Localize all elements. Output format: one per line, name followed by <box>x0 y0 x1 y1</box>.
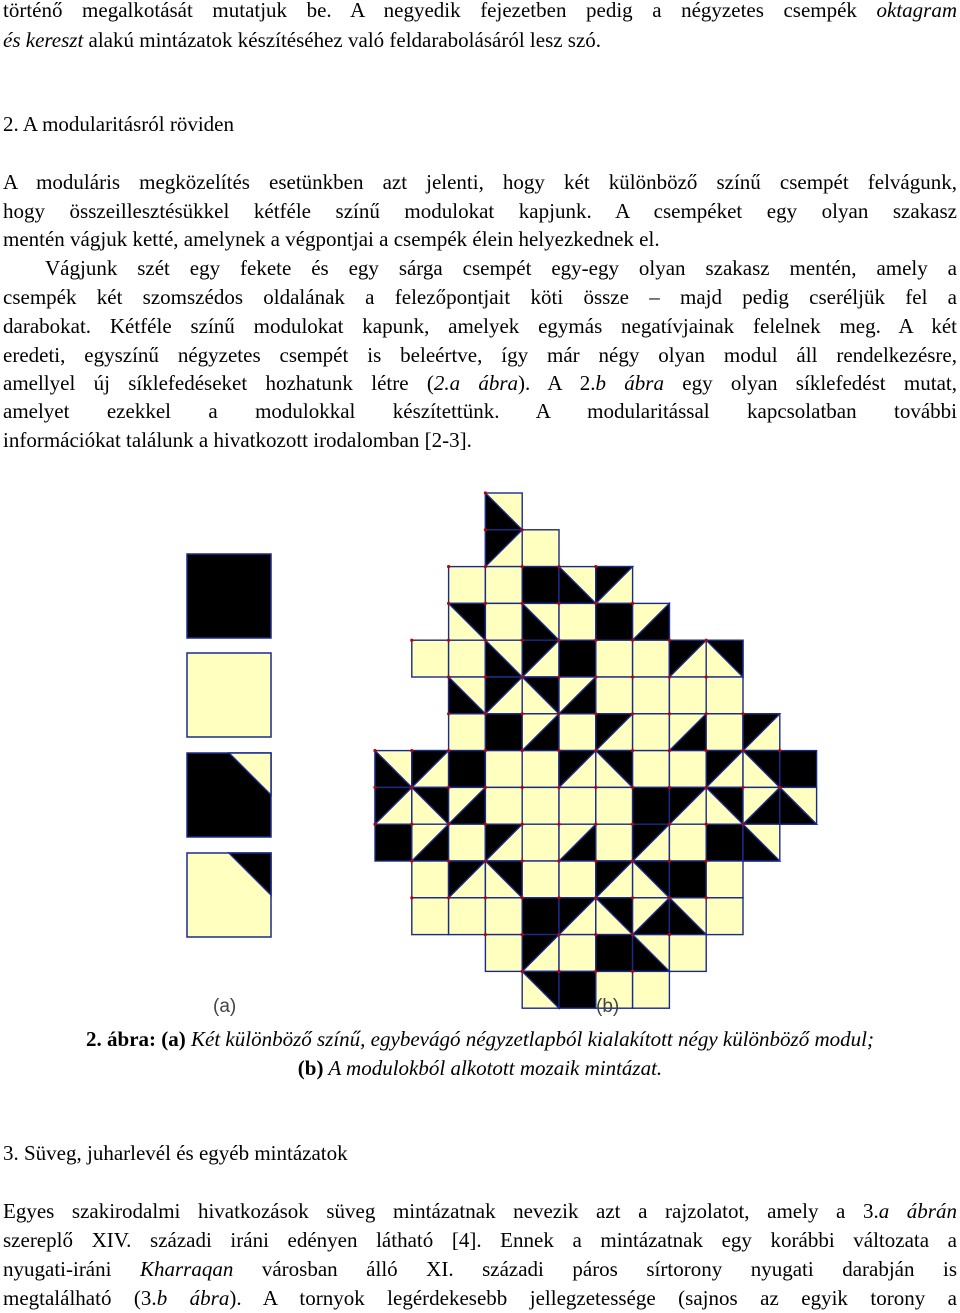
mosaic-vertex <box>521 786 524 789</box>
mosaic-vertex <box>447 565 450 568</box>
mosaic-vertex <box>410 823 413 826</box>
mosaic-vertex <box>447 712 450 715</box>
paragraph-line: információkat találunk a hivatkozott irodalomban [2-3]. <box>3 428 472 452</box>
mosaic-vertex <box>668 712 671 715</box>
mosaic-vertex <box>631 859 634 862</box>
mosaic-vertex <box>557 823 560 826</box>
mosaic-vertex <box>741 749 744 752</box>
mosaic-vertex <box>410 859 413 862</box>
mosaic-vertex <box>484 933 487 936</box>
mosaic-tile <box>669 824 706 861</box>
mosaic-vertex <box>484 859 487 862</box>
mosaic-vertex <box>631 896 634 899</box>
mosaic-tile <box>669 861 706 898</box>
mosaic-tile <box>559 714 596 751</box>
paragraph-line: darabokat. Kétféle színű modulokat kapunk, amelyek egymás negatívjainak felelnek meg. A két <box>3 314 957 338</box>
mosaic-vertex <box>594 712 597 715</box>
italic-term: oktagram <box>876 0 957 22</box>
figure-ref: a ábrán <box>878 1199 957 1223</box>
mosaic-vertex <box>484 491 487 494</box>
mosaic-tile <box>522 751 559 788</box>
mosaic-vertex <box>557 639 560 642</box>
mosaic-vertex <box>668 639 671 642</box>
mosaic-tile <box>449 567 486 604</box>
mosaic-vertex <box>447 896 450 899</box>
paragraph-line: Egyes szakirodalmi hivatkozások süveg mintázatnak nevezik azt a rajzolatot, amely a 3.a ábrán <box>3 1199 957 1223</box>
mosaic-vertex <box>705 823 708 826</box>
mosaic-tile <box>633 787 670 824</box>
mosaic-vertex <box>447 675 450 678</box>
mosaic-tile <box>633 640 670 677</box>
mosaic-tile <box>633 971 670 1008</box>
mosaic-vertex <box>521 896 524 899</box>
paragraph-line: szereplő XIV. századi iráni edényen látható [4]. Ennek a mintázatnak egy korábbi változata a <box>3 1228 957 1252</box>
mosaic-tile <box>522 567 559 604</box>
mosaic-vertex <box>557 970 560 973</box>
mosaic-vertex <box>557 933 560 936</box>
mosaic-tile <box>706 898 743 935</box>
paragraph-line: nyugati-iráni Kharraqan városban álló XI. századi páros sírtorony nyugati darabján is <box>3 1257 957 1281</box>
mosaic-tile <box>449 751 486 788</box>
paragraph-line: megtalálható (3.b ábra). A tornyok legérdekesebb jellegzetessége (sajnos az egyik torony a <box>3 1286 958 1310</box>
mosaic-vertex <box>705 786 708 789</box>
figure-caption: (b) A modulokból alkotott mozaik mintázat. <box>297 1056 663 1080</box>
mosaic-vertex <box>447 602 450 605</box>
mosaic-vertex <box>410 786 413 789</box>
mosaic-tile <box>375 824 412 861</box>
mosaic-tile <box>559 787 596 824</box>
text-line: történő megalkotását mutatjuk be. A negyedik fejezetben pedig a négyzetes csempék oktagram <box>3 0 957 22</box>
mosaic-vertex <box>521 565 524 568</box>
paragraph-line: csempék két szomszédos oldalának a felezőpontjait köti össze – majd pedig cseréljük fel a <box>3 285 957 309</box>
mosaic-tile <box>485 714 522 751</box>
mosaic-tile <box>633 714 670 751</box>
mosaic-vertex <box>484 528 487 531</box>
mosaic-tile <box>559 935 596 972</box>
mosaic-vertex <box>594 970 597 973</box>
mosaic-vertex <box>447 749 450 752</box>
mosaic-tile <box>706 714 743 751</box>
mosaic-vertex <box>484 749 487 752</box>
mosaic-vertex <box>594 565 597 568</box>
mosaic-vertex <box>521 933 524 936</box>
mosaic-vertex <box>705 896 708 899</box>
paragraph-line: Vágjunk szét egy fekete és egy sárga csempét egy-egy olyan szakasz mentén, amely a <box>45 256 957 280</box>
module-black-with-yellow-corner <box>187 753 271 837</box>
mosaic-vertex <box>741 712 744 715</box>
mosaic-vertex <box>705 639 708 642</box>
figure-b-label: (b) <box>596 996 620 1017</box>
mosaic-vertex <box>594 933 597 936</box>
mosaic-vertex <box>741 823 744 826</box>
italic-term: és kereszt <box>3 28 84 52</box>
mosaic-tile <box>706 824 743 861</box>
mosaic-tile <box>412 640 449 677</box>
mosaic-tile <box>449 640 486 677</box>
mosaic-vertex <box>668 675 671 678</box>
mosaic-tile <box>596 640 633 677</box>
figure-ref: b ábra <box>156 1286 230 1310</box>
mosaic-vertex <box>594 859 597 862</box>
paragraph-line: hogy összeillesztésükkel kétféle színű modulokat kapjunk. A csempéket egy olyan szakasz <box>3 199 957 223</box>
mosaic-tile <box>596 603 633 640</box>
mosaic-tile <box>706 677 743 714</box>
figure-a-modules <box>186 553 276 938</box>
paragraph-line: A moduláris megközelítés esetünkben azt jelenti, hogy két különböző színű csempét felvágunk, <box>3 170 957 194</box>
mosaic-vertex <box>521 639 524 642</box>
mosaic-vertex <box>668 823 671 826</box>
mosaic-vertex <box>410 749 413 752</box>
mosaic-vertex <box>631 749 634 752</box>
mosaic-tile <box>449 898 486 935</box>
mosaic-vertex <box>557 675 560 678</box>
mosaic-vertex <box>373 749 376 752</box>
mosaic-vertex <box>521 859 524 862</box>
mosaic-vertex <box>705 675 708 678</box>
mosaic-tile <box>449 824 486 861</box>
mosaic-tile <box>485 935 522 972</box>
mosaic-vertex <box>484 602 487 605</box>
section-heading: 3. Süveg, juharlevél és egyéb mintázatok <box>3 1141 348 1165</box>
mosaic-vertex <box>594 602 597 605</box>
figure-b-mosaic <box>372 490 872 1010</box>
mosaic-tile <box>412 861 449 898</box>
mosaic-vertex <box>521 528 524 531</box>
mosaic-vertex <box>410 639 413 642</box>
mosaic-vertex <box>594 675 597 678</box>
paragraph-line: amellyel új síklefedéseket hozhatunk létre (2.a ábra). A 2.b ábra egy olyan síklefedést mutat, <box>3 371 957 395</box>
mosaic-tile <box>559 603 596 640</box>
mosaic-vertex <box>668 749 671 752</box>
mosaic-vertex <box>631 712 634 715</box>
mosaic-tile <box>485 898 522 935</box>
mosaic-tile <box>449 714 486 751</box>
module-yellow <box>187 653 271 737</box>
paragraph-line: eredeti, egyszínű négyzetes csempét is beleértve, így már négy olyan modul áll rendelkezésre, <box>3 343 957 367</box>
mosaic-vertex <box>668 933 671 936</box>
mosaic-vertex <box>447 639 450 642</box>
figure-caption: 2. ábra: (a) Két különböző színű, egybevágó négyzetlapból kialakított négy különböző modul; <box>86 1027 874 1051</box>
mosaic-vertex <box>594 896 597 899</box>
mosaic-vertex <box>668 896 671 899</box>
mosaic-vertex <box>521 823 524 826</box>
text-line: és kereszt alakú mintázatok készítéséhez való feldarabolásáról lesz szó. <box>3 28 602 52</box>
mosaic-tile <box>596 935 633 972</box>
mosaic-tile <box>633 751 670 788</box>
mosaic-vertex <box>594 639 597 642</box>
mosaic-vertex <box>557 859 560 862</box>
mosaic-vertex <box>484 896 487 899</box>
mosaic-tile <box>596 787 633 824</box>
mosaic-tile <box>522 824 559 861</box>
mosaic-vertex <box>521 602 524 605</box>
mosaic-vertex <box>484 786 487 789</box>
mosaic-vertex <box>631 970 634 973</box>
mosaic-vertex <box>594 786 597 789</box>
mosaic-vertex <box>705 859 708 862</box>
mosaic-vertex <box>373 823 376 826</box>
mosaic-vertex <box>484 823 487 826</box>
mosaic-vertex <box>557 786 560 789</box>
mosaic-vertex <box>631 675 634 678</box>
mosaic-vertex <box>778 786 781 789</box>
mosaic-vertex <box>778 749 781 752</box>
module-yellow-with-black-corner <box>187 853 271 937</box>
figure-ref: b ábra <box>595 371 664 395</box>
mosaic-tile <box>559 971 596 1008</box>
mosaic-tile <box>559 640 596 677</box>
mosaic-vertex <box>594 749 597 752</box>
mosaic-tile <box>706 861 743 898</box>
mosaic-tile <box>522 787 559 824</box>
mosaic-vertex <box>557 565 560 568</box>
mosaic-tile <box>522 898 559 935</box>
mosaic-vertex <box>447 859 450 862</box>
mosaic-tile <box>485 567 522 604</box>
mosaic-tile <box>522 530 559 567</box>
mosaic-vertex <box>557 602 560 605</box>
mosaic-vertex <box>594 823 597 826</box>
mosaic-tile <box>485 603 522 640</box>
mosaic-vertex <box>447 786 450 789</box>
figure-ref: 2.a ábra <box>433 371 519 395</box>
mosaic-tile <box>485 751 522 788</box>
mosaic-tile <box>596 824 633 861</box>
mosaic-vertex <box>557 712 560 715</box>
mosaic-vertex <box>447 823 450 826</box>
mosaic-tile <box>522 861 559 898</box>
mosaic-vertex <box>521 970 524 973</box>
paragraph-line: mentén vágjuk ketté, amelynek a végpontjai a csempék élein helyezkednek el. <box>3 227 660 251</box>
mosaic-tile <box>559 861 596 898</box>
mosaic-vertex <box>521 749 524 752</box>
mosaic-tile <box>669 751 706 788</box>
mosaic-vertex <box>557 896 560 899</box>
mosaic-vertex <box>557 749 560 752</box>
mosaic-tile <box>669 677 706 714</box>
module-black <box>187 554 271 638</box>
mosaic-vertex <box>484 675 487 678</box>
mosaic-vertex <box>410 896 413 899</box>
mosaic-vertex <box>631 823 634 826</box>
mosaic-vertex <box>484 639 487 642</box>
mosaic-tile <box>412 898 449 935</box>
italic-term: Kharraqan <box>139 1257 234 1281</box>
mosaic-vertex <box>668 786 671 789</box>
mosaic-vertex <box>373 786 376 789</box>
mosaic-tile <box>596 677 633 714</box>
paragraph-line: amelyet ezekkel a modulokkal készítettünk. A modularitással kapcsolatban további <box>3 399 957 423</box>
mosaic-tile <box>780 751 817 788</box>
mosaic-vertex <box>484 565 487 568</box>
mosaic-tile <box>669 935 706 972</box>
section-heading: 2. A modularitásról röviden <box>3 112 234 136</box>
mosaic-vertex <box>705 712 708 715</box>
figure-a-label: (a) <box>213 996 237 1017</box>
mosaic-vertex <box>631 933 634 936</box>
mosaic-vertex <box>631 786 634 789</box>
mosaic-vertex <box>741 786 744 789</box>
mosaic-tile <box>633 677 670 714</box>
mosaic-vertex <box>631 602 634 605</box>
mosaic-vertex <box>631 639 634 642</box>
mosaic-vertex <box>668 859 671 862</box>
mosaic-vertex <box>484 712 487 715</box>
mosaic-vertex <box>705 749 708 752</box>
mosaic-vertex <box>521 675 524 678</box>
mosaic-vertex <box>521 712 524 715</box>
mosaic-tile <box>485 787 522 824</box>
